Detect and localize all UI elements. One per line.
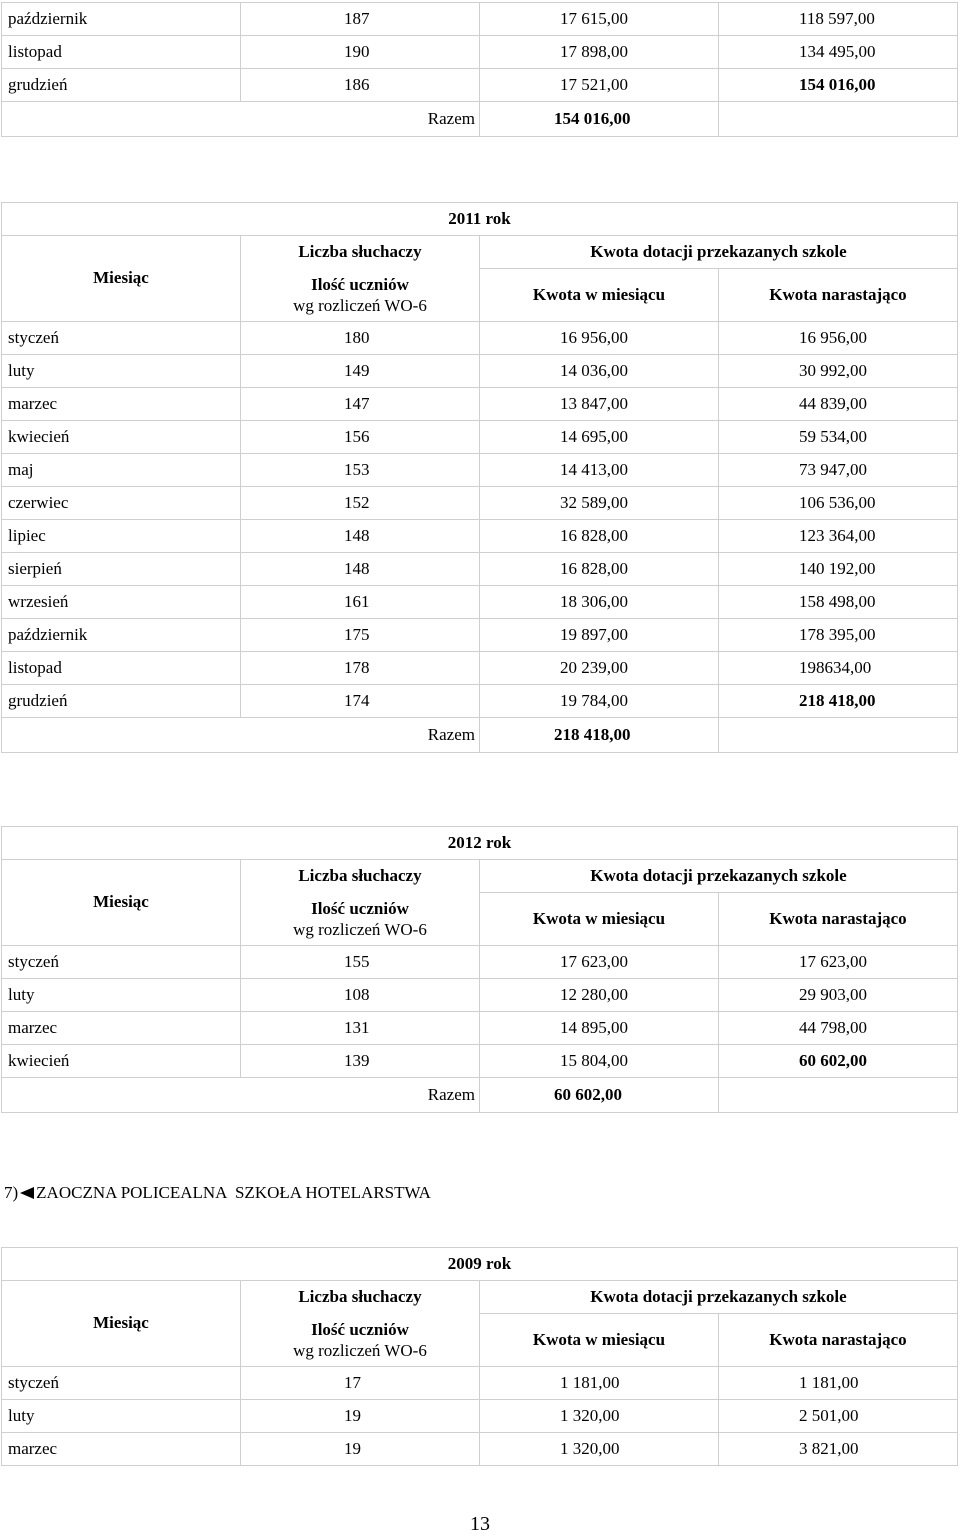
students-group-header: Liczba słuchaczy [240, 236, 479, 269]
month-cell: styczeń [2, 1366, 241, 1399]
empty-cell [718, 1077, 957, 1112]
total-row [2, 717, 958, 752]
students-header [240, 269, 479, 322]
year-title: 2011 rok [2, 203, 958, 236]
students-cell: 148 [240, 552, 479, 585]
total-row [2, 102, 958, 137]
monthly-cell: 16 828,00 [479, 519, 718, 552]
year-title-row [2, 203, 958, 236]
cumulative-cell: 178 395,00 [718, 618, 957, 651]
table-2012 [1, 826, 958, 1113]
cumulative-cell: 158 498,00 [718, 585, 957, 618]
cumulative-cell: 16 956,00 [718, 321, 957, 354]
table-row [2, 585, 958, 618]
monthly-cell: 14 413,00 [479, 453, 718, 486]
cumulative-cell: 44 839,00 [718, 387, 957, 420]
table-row [2, 387, 958, 420]
cumulative-header: Kwota narastająco [718, 269, 957, 322]
month-cell: październik [2, 618, 241, 651]
monthly-header: Kwota w miesiącu [479, 1314, 718, 1367]
cumulative-cell: 3 821,00 [718, 1432, 957, 1465]
total-label: Razem [2, 102, 480, 137]
students-cell: 180 [240, 321, 479, 354]
month-cell: wrzesień [2, 585, 241, 618]
cumulative-cell: 1 181,00 [718, 1366, 957, 1399]
year-title-row [2, 827, 958, 860]
monthly-cell: 14 895,00 [479, 1011, 718, 1044]
cumulative-cell: 123 364,00 [718, 519, 957, 552]
table-2009-body [2, 1366, 958, 1465]
table-row [2, 1366, 958, 1399]
table-row [2, 552, 958, 585]
students-group-header: Liczba słuchaczy [240, 860, 479, 893]
students-cell: 17 [240, 1366, 479, 1399]
month-cell: grudzień [2, 69, 241, 102]
students-header-line2: wg rozliczeń WO-6 [293, 1340, 427, 1360]
month-cell: kwiecień [2, 420, 241, 453]
table-row [2, 486, 958, 519]
students-cell: 149 [240, 354, 479, 387]
students-cell: 108 [240, 978, 479, 1011]
cumulative-cell: 59 534,00 [718, 420, 957, 453]
table-row [2, 945, 958, 978]
table-row [2, 684, 958, 717]
amount-group-header: Kwota dotacji przekazanych szkole [479, 236, 957, 269]
header-group-row [2, 1281, 958, 1314]
students-header-line2: wg rozliczeń WO-6 [293, 295, 427, 315]
students-cell: 190 [241, 36, 480, 69]
students-header [240, 1314, 479, 1367]
table-row [2, 1399, 958, 1432]
monthly-cell: 14 036,00 [479, 354, 718, 387]
students-cell: 187 [241, 3, 480, 36]
header-group-row [2, 236, 958, 269]
top-table-body [2, 3, 958, 137]
empty-cell [719, 102, 958, 137]
month-cell: marzec [2, 387, 241, 420]
students-cell: 178 [240, 651, 479, 684]
month-header: Miesiąc [2, 236, 241, 322]
triangle-left-icon [20, 1187, 34, 1199]
students-cell: 186 [241, 69, 480, 102]
table-row [2, 321, 958, 354]
monthly-cell: 16 956,00 [479, 321, 718, 354]
cumulative-cell: 2 501,00 [718, 1399, 957, 1432]
monthly-cell: 14 695,00 [479, 420, 718, 453]
page-number: 13 [470, 1513, 490, 1535]
table-row [2, 618, 958, 651]
month-cell: marzec [2, 1011, 241, 1044]
header-group-row [2, 860, 958, 893]
year-title: 2009 rok [2, 1248, 958, 1281]
students-header-line1: Ilość uczniów [311, 1319, 409, 1339]
students-header-line2: wg rozliczeń WO-6 [293, 919, 427, 939]
total-value: 218 418,00 [479, 717, 718, 752]
section-title: ZAOCZNA POLICEALNA SZKOŁA HOTELARSTWA [36, 1183, 431, 1202]
monthly-cell: 1 320,00 [479, 1399, 718, 1432]
cumulative-cell: 118 597,00 [719, 3, 958, 36]
students-cell: 19 [240, 1399, 479, 1432]
table-2011-body [2, 321, 958, 717]
table-2011 [1, 202, 958, 753]
monthly-cell: 16 828,00 [479, 552, 718, 585]
cumulative-cell: 106 536,00 [718, 486, 957, 519]
table-2012-body [2, 945, 958, 1077]
students-cell: 131 [240, 1011, 479, 1044]
monthly-header: Kwota w miesiącu [479, 893, 718, 946]
month-cell: październik [2, 3, 241, 36]
students-cell: 19 [240, 1432, 479, 1465]
table-row [2, 3, 958, 36]
students-cell: 139 [240, 1044, 479, 1077]
monthly-cell: 17 898,00 [480, 36, 719, 69]
monthly-cell: 15 804,00 [479, 1044, 718, 1077]
month-cell: listopad [2, 36, 241, 69]
cumulative-cell: 198634,00 [718, 651, 957, 684]
students-cell: 155 [240, 945, 479, 978]
month-cell: sierpień [2, 552, 241, 585]
top-table [1, 2, 958, 137]
cumulative-cell: 30 992,00 [718, 354, 957, 387]
table-row [2, 978, 958, 1011]
students-cell: 148 [240, 519, 479, 552]
students-group-header: Liczba słuchaczy [240, 1281, 479, 1314]
table-row [2, 354, 958, 387]
students-cell: 153 [240, 453, 479, 486]
monthly-cell: 20 239,00 [479, 651, 718, 684]
students-header-line1: Ilość uczniów [311, 898, 409, 918]
monthly-cell: 17 615,00 [480, 3, 719, 36]
cumulative-cell: 29 903,00 [718, 978, 957, 1011]
cumulative-cell: 44 798,00 [718, 1011, 957, 1044]
monthly-cell: 12 280,00 [479, 978, 718, 1011]
cumulative-cell: 140 192,00 [718, 552, 957, 585]
month-cell: luty [2, 354, 241, 387]
year-title: 2012 rok [2, 827, 958, 860]
cumulative-header: Kwota narastająco [718, 1314, 957, 1367]
monthly-cell: 1 320,00 [479, 1432, 718, 1465]
year-title-row [2, 1248, 958, 1281]
month-cell: czerwiec [2, 486, 241, 519]
table-row [2, 453, 958, 486]
month-header: Miesiąc [2, 1281, 241, 1367]
section-number: 7) [4, 1183, 19, 1202]
month-header: Miesiąc [2, 860, 241, 946]
monthly-cell: 1 181,00 [479, 1366, 718, 1399]
table-row [2, 1044, 958, 1077]
students-cell: 152 [240, 486, 479, 519]
cumulative-cell: 218 418,00 [718, 684, 957, 717]
month-cell: luty [2, 1399, 241, 1432]
students-cell: 175 [240, 618, 479, 651]
section-heading [4, 1183, 431, 1203]
students-cell: 174 [240, 684, 479, 717]
monthly-cell: 17 521,00 [480, 69, 719, 102]
month-cell: kwiecień [2, 1044, 241, 1077]
month-cell: luty [2, 978, 241, 1011]
cumulative-cell: 134 495,00 [719, 36, 958, 69]
cumulative-cell: 73 947,00 [718, 453, 957, 486]
table-row [2, 1011, 958, 1044]
month-cell: maj [2, 453, 241, 486]
students-header-line1: Ilość uczniów [311, 274, 409, 294]
cumulative-cell: 60 602,00 [718, 1044, 957, 1077]
empty-cell [718, 717, 957, 752]
monthly-cell: 18 306,00 [479, 585, 718, 618]
table-row [2, 519, 958, 552]
table-2009 [1, 1247, 958, 1466]
monthly-cell: 32 589,00 [479, 486, 718, 519]
month-cell: marzec [2, 1432, 241, 1465]
month-cell: grudzień [2, 684, 241, 717]
cumulative-cell: 17 623,00 [718, 945, 957, 978]
table-row [2, 651, 958, 684]
total-value: 60 602,00 [479, 1077, 718, 1112]
table-row [2, 1432, 958, 1465]
table-row [2, 420, 958, 453]
students-cell: 161 [240, 585, 479, 618]
students-cell: 147 [240, 387, 479, 420]
cumulative-header: Kwota narastająco [718, 893, 957, 946]
monthly-cell: 19 897,00 [479, 618, 718, 651]
total-label: Razem [2, 717, 480, 752]
amount-group-header: Kwota dotacji przekazanych szkole [479, 1281, 957, 1314]
table-row [2, 69, 958, 102]
monthly-cell: 13 847,00 [479, 387, 718, 420]
month-cell: styczeń [2, 321, 241, 354]
students-header [240, 893, 479, 946]
monthly-header: Kwota w miesiącu [479, 269, 718, 322]
students-cell: 156 [240, 420, 479, 453]
total-value: 154 016,00 [480, 102, 719, 137]
monthly-cell: 19 784,00 [479, 684, 718, 717]
total-row [2, 1077, 958, 1112]
month-cell: styczeń [2, 945, 241, 978]
total-label: Razem [2, 1077, 480, 1112]
month-cell: listopad [2, 651, 241, 684]
amount-group-header: Kwota dotacji przekazanych szkole [479, 860, 957, 893]
cumulative-cell: 154 016,00 [719, 69, 958, 102]
month-cell: lipiec [2, 519, 241, 552]
table-row [2, 36, 958, 69]
monthly-cell: 17 623,00 [479, 945, 718, 978]
